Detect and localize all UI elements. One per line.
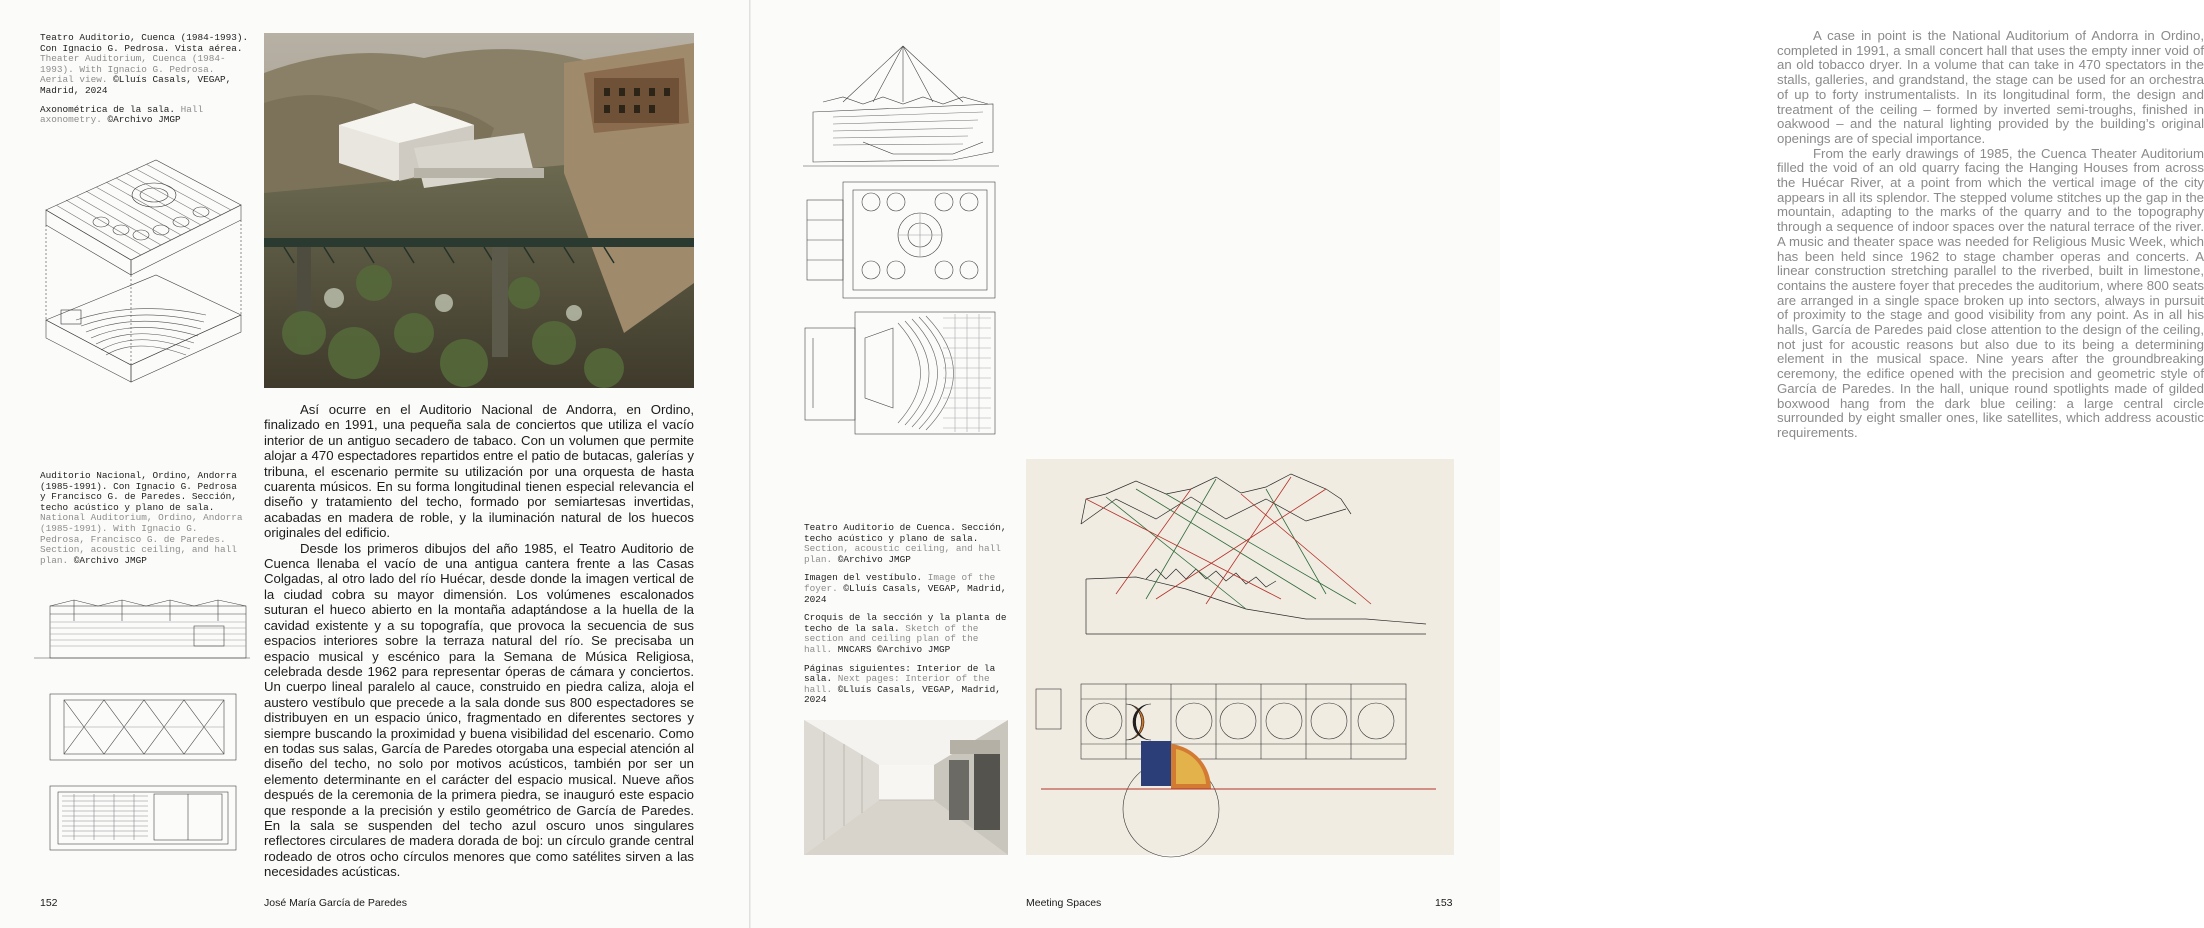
body-paragraph: Desde los primeros dibujos del año 1985, el Teatro Auditorio de Cuenca llenaba el vacío de una antigua cantera frente a las Casas Colgadas, al otro lado del río Huécar, desde donde la imagen vertical de la ciudad cobra su mayor dimensión. Los volúmenes escalonados suturan el hueco abierto en la montaña adaptándose a la huella de la cavidad existente y a su topografía, que provoca la secuencia de sus espacios interiores sobre la terraza natural del río. Se precisaba un espacio musical y escénico para la Semana de Música Religiosa, celebrada desde 1962 para representar óperas de cámara y conciertos. Un cuerpo lineal paralelo al cauce, construido en piedra caliza, aloja el austero vestíbulo que precede a la sala donde sus 800 espectadores se distribuyen en un espacio único, fragmentado en diferentes sectores y siempre buscando la proximidad y buena visibilidad del escenario. Como en todas sus salas, García de Paredes otorgaba una especial atención al diseño del techo, no solo por motivos acústicos, también por ser un elemento determinante en el carácter del espacio musical. Nueve años después de la ceremonia de la primera piedra, se inauguró este espacio que responde a la precisión y estilo geométrico de García de Paredes. En la sala se suspenden del techo azul oscuro unos singulares reflectores circulares de madera dorada de boj: un círculo grande central rodeado de otros ocho círculos menores que como satélites sirven a las necesidades acústicas. bbox=[264, 540, 694, 880]
right-page bbox=[751, 0, 2204, 928]
caption-es: Auditorio Nacional, Ordino, Andorra (1985-1991). Con Ignacio G. Pedrosa y Francisco G. de Paredes. Sección, techo acústico y plano de sala. bbox=[40, 470, 237, 513]
left-page bbox=[0, 0, 749, 928]
caption-credit: MNCARS ©Archivo JMGP bbox=[837, 643, 951, 655]
caption-credit: ©Archivo JMGP bbox=[837, 553, 911, 565]
caption-credit: ©Archivo JMGP bbox=[73, 554, 147, 566]
cuenca-aerial-photo bbox=[264, 33, 694, 388]
caption-en: Hall axonometry. bbox=[40, 103, 204, 126]
caption-es: Axonométrica de la sala. bbox=[40, 103, 176, 115]
andorra-hall-plan-drawing bbox=[44, 782, 242, 856]
caption-en: Next pages: Interior of the hall. bbox=[804, 673, 990, 695]
caption-en: Image of the foyer. bbox=[804, 572, 996, 594]
body-paragraph: Así ocurre en el Auditorio Nacional de Andorra, en Ordino, finalizado en 1991, una pequeña sala de conciertos que utiliza el vacío interior de un antiguo secadero de tabaco. Con un volumen que permite alojar a 470 espectadores repartidos entre el patio de butacas, galerías y tribuna, el escenario permite su utilización por una orquesta de hasta cuarenta músicos. En su forma longitudinal tienen especial relevancia el diseño y tratamiento del techo, formado por semiartesas invertidas, acabadas en madera de roble, y la iluminación natural de los huecos originales del edificio. bbox=[264, 402, 694, 541]
page-number: 152 bbox=[40, 897, 58, 909]
body-text-english bbox=[1777, 29, 2204, 441]
caption-en: Sketch of the section and ceiling plan of the hall. bbox=[804, 622, 979, 655]
foyer-photo bbox=[804, 720, 1008, 855]
caption-en: Section, acoustic ceiling, and hall plan. bbox=[804, 543, 1001, 565]
running-title: José María García de Paredes bbox=[264, 897, 407, 909]
caption-credit: ©Lluís Casals, VEGAP, Madrid, 2024 bbox=[804, 683, 1001, 706]
cuenca-hall-plan-drawing bbox=[803, 308, 999, 438]
body-paragraph: From the early drawings of 1985, the Cuenca Theater Auditorium filled the void of an old quarry facing the Hanging Houses from across the Huécar River, at a point from which the vertical image of the city appears in all its splendor. The stepped volume stitches up the gap in the mountain, adapting to the marks of the quarry and to the topography through a sequence of indoor spaces over the natural terrace of the river. A music and theater space was needed for Religious Music Week, which has been held since 1962 to stage chamber operas and concerts. A linear construction stretching parallel to the riverbed, built in limestone, contains the austere foyer that precedes the auditorium, where 800 seats are arranged in a single space broken up into sectors, always in pursuit of proximity to the stage and good visibility from any point. As in all his halls, García de Paredes paid close attention to the design of the ceiling, not just for acoustic reasons but also due to its being a determining element in the musical space. Nine years after the groundbreaking ceremony, the edifice opened with the precision and geometric style of García de Paredes. In the hall, unique round spotlights made of gilded boxwood hang from the dark blue ceiling: a large central circle surrounded by eight smaller ones, like satellites, which address acoustic requirements. bbox=[1777, 145, 2204, 440]
body-text-spanish bbox=[264, 402, 694, 880]
caption-es: Imagen del vestíbulo. bbox=[804, 572, 923, 584]
caption-en: Theater Auditorium, Cuenca (1984-1993). With Ignacio G. Pedrosa. Aerial view. bbox=[40, 53, 226, 86]
cuenca-section-drawing bbox=[803, 42, 999, 170]
section-ceiling-sketch bbox=[1026, 459, 1454, 855]
hall-axonometry-drawing bbox=[36, 150, 250, 395]
andorra-ceiling-drawing bbox=[44, 688, 242, 768]
caption-es: Teatro Auditorio de Cuenca. Sección, techo acústico y plano de sala. bbox=[804, 522, 1007, 544]
andorra-section-drawing bbox=[34, 596, 250, 666]
page-number: 153 bbox=[1435, 897, 1453, 909]
caption-en: National Auditorium, Ordino, Andorra (1985-1991). With Ignacio G. Pedrosa, Francisco G. de Paredes. Section, acoustic ceiling, and hall plan. bbox=[40, 512, 243, 566]
caption-es: Croquis de la sección y la planta de techo de la sala. bbox=[804, 612, 1007, 634]
caption-credit: ©Archivo JMGP bbox=[107, 114, 181, 126]
cuenca-ceiling-drawing bbox=[803, 180, 999, 300]
caption-andorra bbox=[40, 471, 246, 574]
captions-right bbox=[804, 523, 1009, 714]
running-title: Meeting Spaces bbox=[1026, 897, 1102, 909]
caption-credit: ©Lluís Casals, VEGAP, Madrid, 2024 bbox=[804, 582, 1007, 605]
body-paragraph: A case in point is the National Auditorium of Andorra in Ordino, completed in 1991, a small concert hall that uses the empty inner void of an old tobacco dryer. In a volume that can take in 470 spectators in the stalls, galleries, and grandstand, the stage can be used for an orchestra of up to forty instrumentalists. In its longitudinal form, the design and treatment of the ceiling – formed by inverted semi-troughs, finished in oakwood – and the natural lighting provided by the building’s original openings are of special importance. bbox=[1777, 28, 2204, 146]
caption-credit: ©Lluís Casals, VEGAP, Madrid, 2024 bbox=[40, 74, 232, 96]
caption-es: Teatro Auditorio, Cuenca (1984-1993). Con Ignacio G. Pedrosa. Vista aérea. bbox=[40, 32, 249, 54]
caption-es: Páginas siguientes: Interior de la sala. bbox=[804, 662, 996, 685]
caption-cuenca-aerial bbox=[40, 33, 250, 134]
